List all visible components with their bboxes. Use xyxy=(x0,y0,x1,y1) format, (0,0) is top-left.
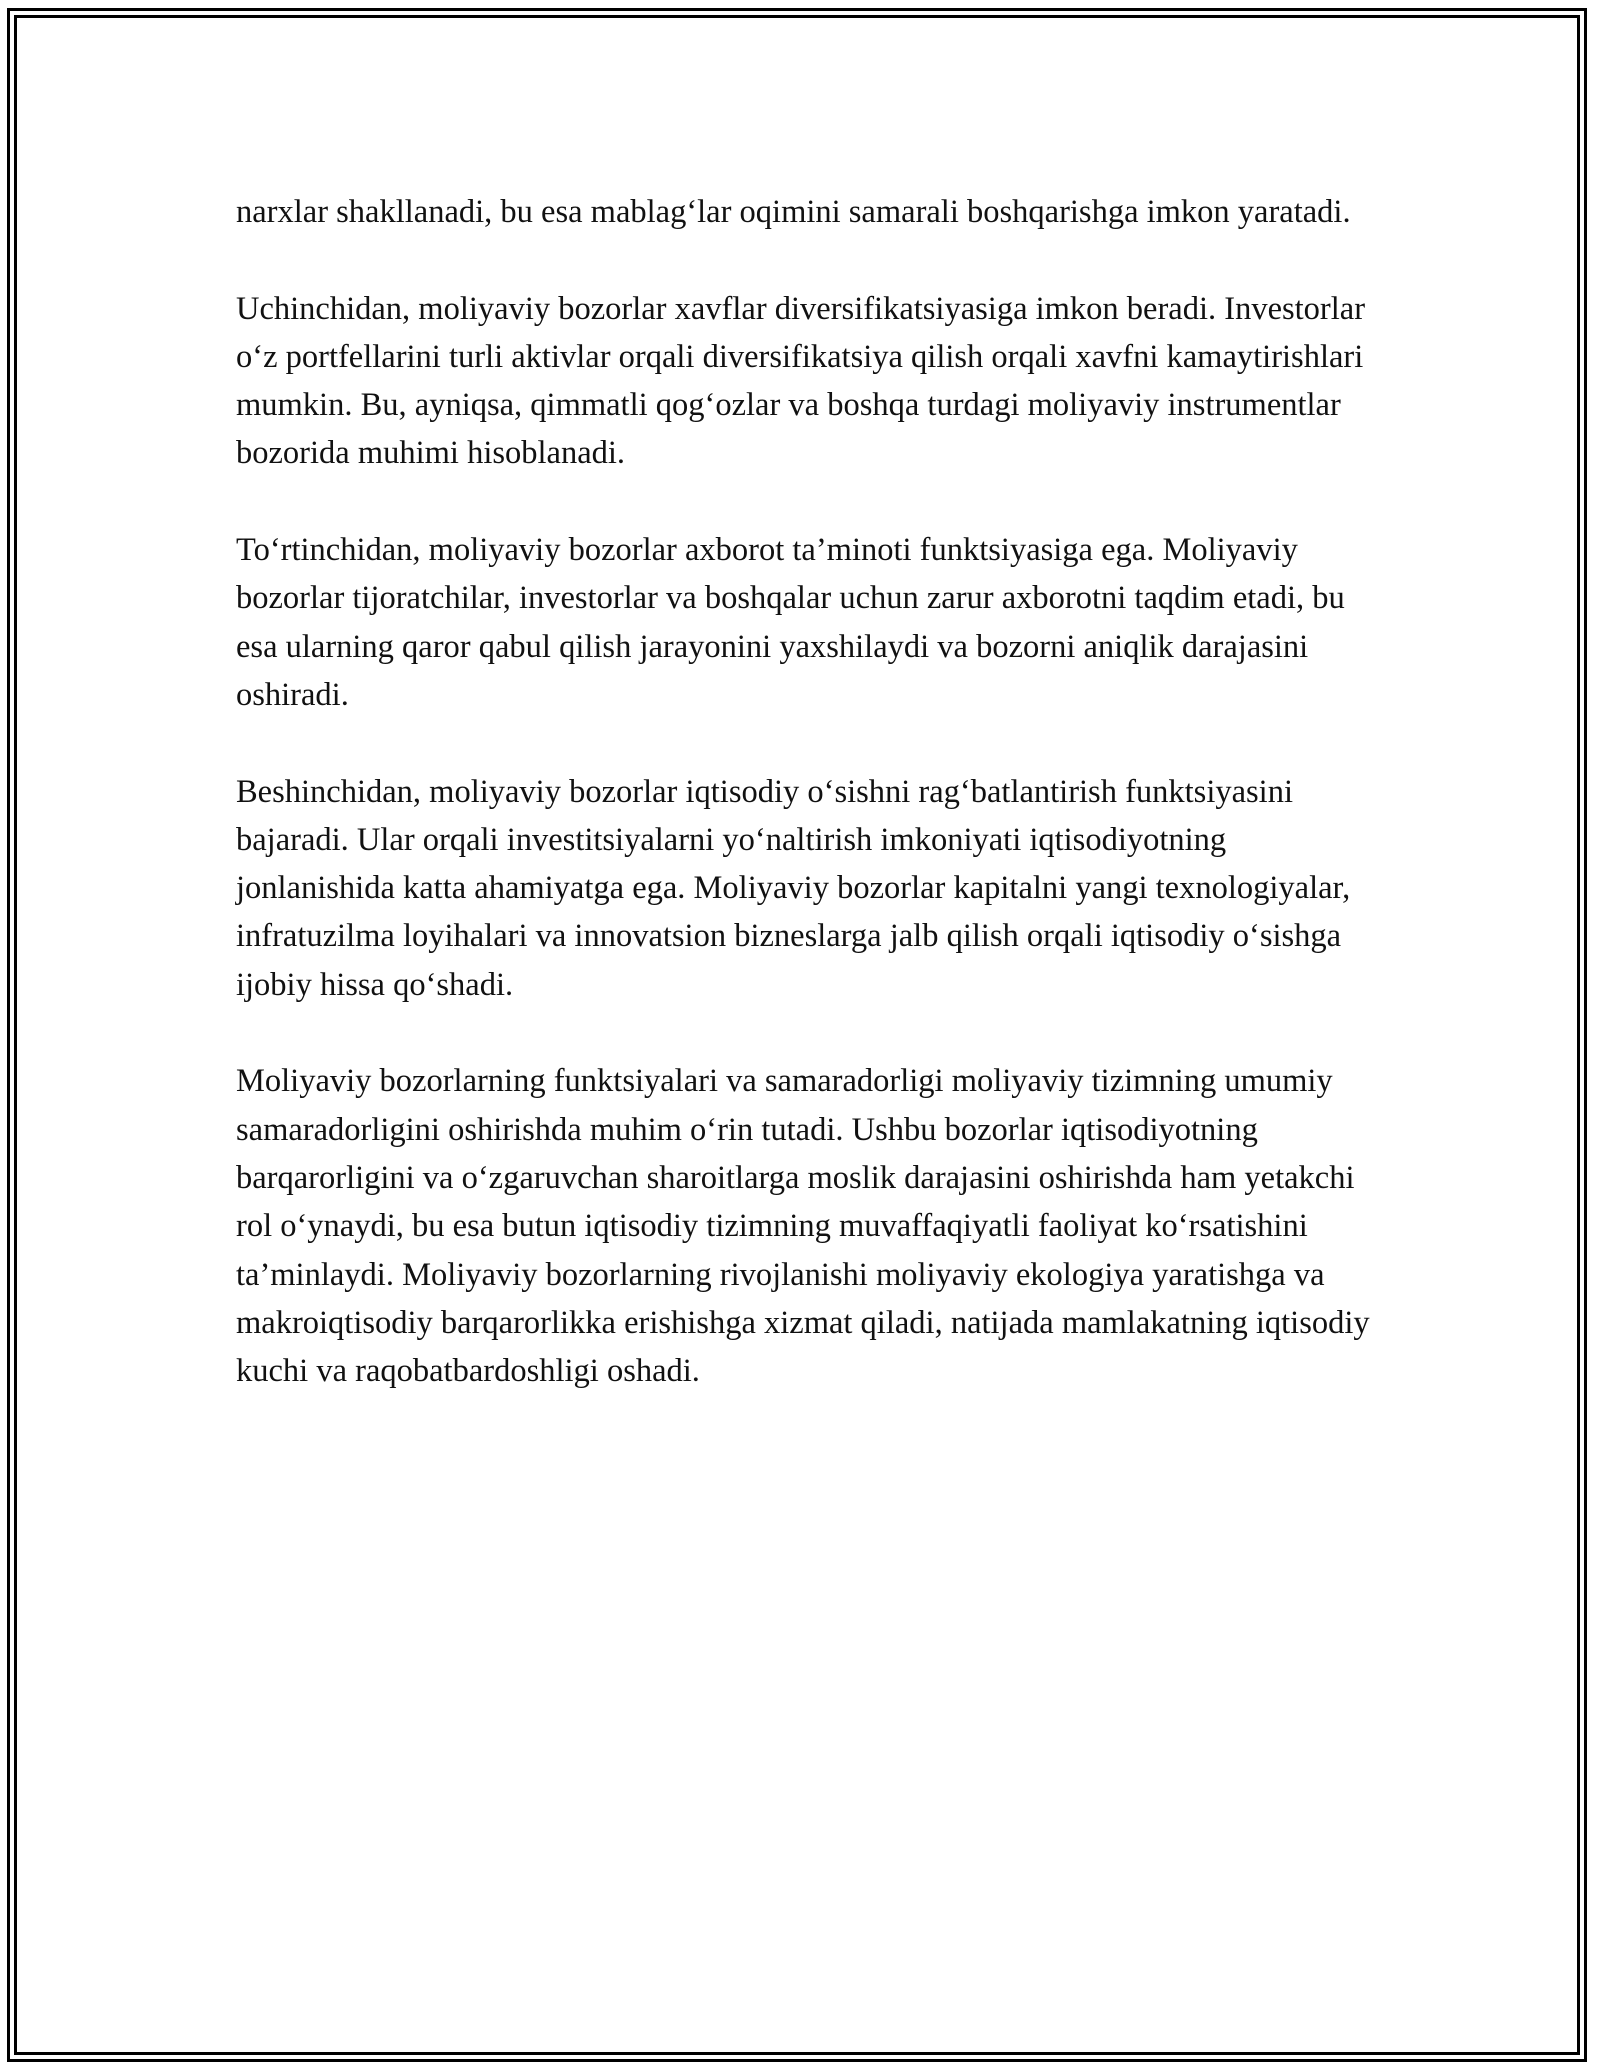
paragraph-conclusion: Moliyaviy bozorlarning funktsiyalari va samaradorligi moliyaviy tizimning umumiy samaradorligini oshirishda muhim o‘rin tutadi. Ushbu bozorlar iqtisodiyotning barqarorligini va o‘zgaruvchan sharoitlarga moslik darajasini oshirishda ham yetakchi rol o‘ynaydi, bu esa butun iqtisodiy tizimning muvaffaqiyatli faoliyat ko‘rsatishini ta’minlaydi. Moliyaviy bozorlarning rivojlanishi moliyaviy ekologiya yaratishga va makroiqtisodiy barqarorlikka erishishga xizmat qiladi, natijada mamlakatning iqtisodiy kuchi va raqobatbardoshligi oshadi. xyxy=(236,1063,1370,1390)
paragraph-economic-growth: Beshinchidan, moliyaviy bozorlar iqtisodiy o‘sishni rag‘batlantirish funktsiyasini bajaradi. Ular orqali investitsiyalarni yo‘naltirish imkoniyati iqtisodiyotning jonlanishida katta ahamiyatga ega. Moliyaviy bozorlar kapitalni yangi texnologiyalar, infratuzilma loyihalari va innovatsion bizneslarga jalb qilish orqali iqtisodiy o‘sishga ijobiy hissa qo‘shadi. xyxy=(236,773,1351,1003)
paragraph-risk-diversification: Uchinchidan, moliyaviy bozorlar xavflar diversifikatsiyasiga imkon beradi. Investorlar o‘z portfellarini turli aktivlar orqali diversifikatsiya qilish orqali xavfni kamaytirishlari mumkin. Bu, ayniqsa, qimmatli qog‘ozlar va boshqa turdagi moliyaviy instrumentlar bozorida muhimi hisoblanadi. xyxy=(236,290,1366,472)
document-body xyxy=(236,188,1376,1444)
paragraph-information-function: To‘rtinchidan, moliyaviy bozorlar axborot ta’minoti funktsiyasiga ega. Moliyaviy bozorlar tijoratchilar, investorlar va boshqalar uchun zarur axborotni taqdim etadi, bu esa ularning qaror qabul qilish jarayonini yaxshilaydi va bozorni aniqlik darajasini oshiradi. xyxy=(236,532,1345,713)
paragraph-price-formation: narxlar shakllanadi, bu esa mablag‘lar oqimini samarali boshqarishga imkon yaratadi. xyxy=(236,194,1351,230)
